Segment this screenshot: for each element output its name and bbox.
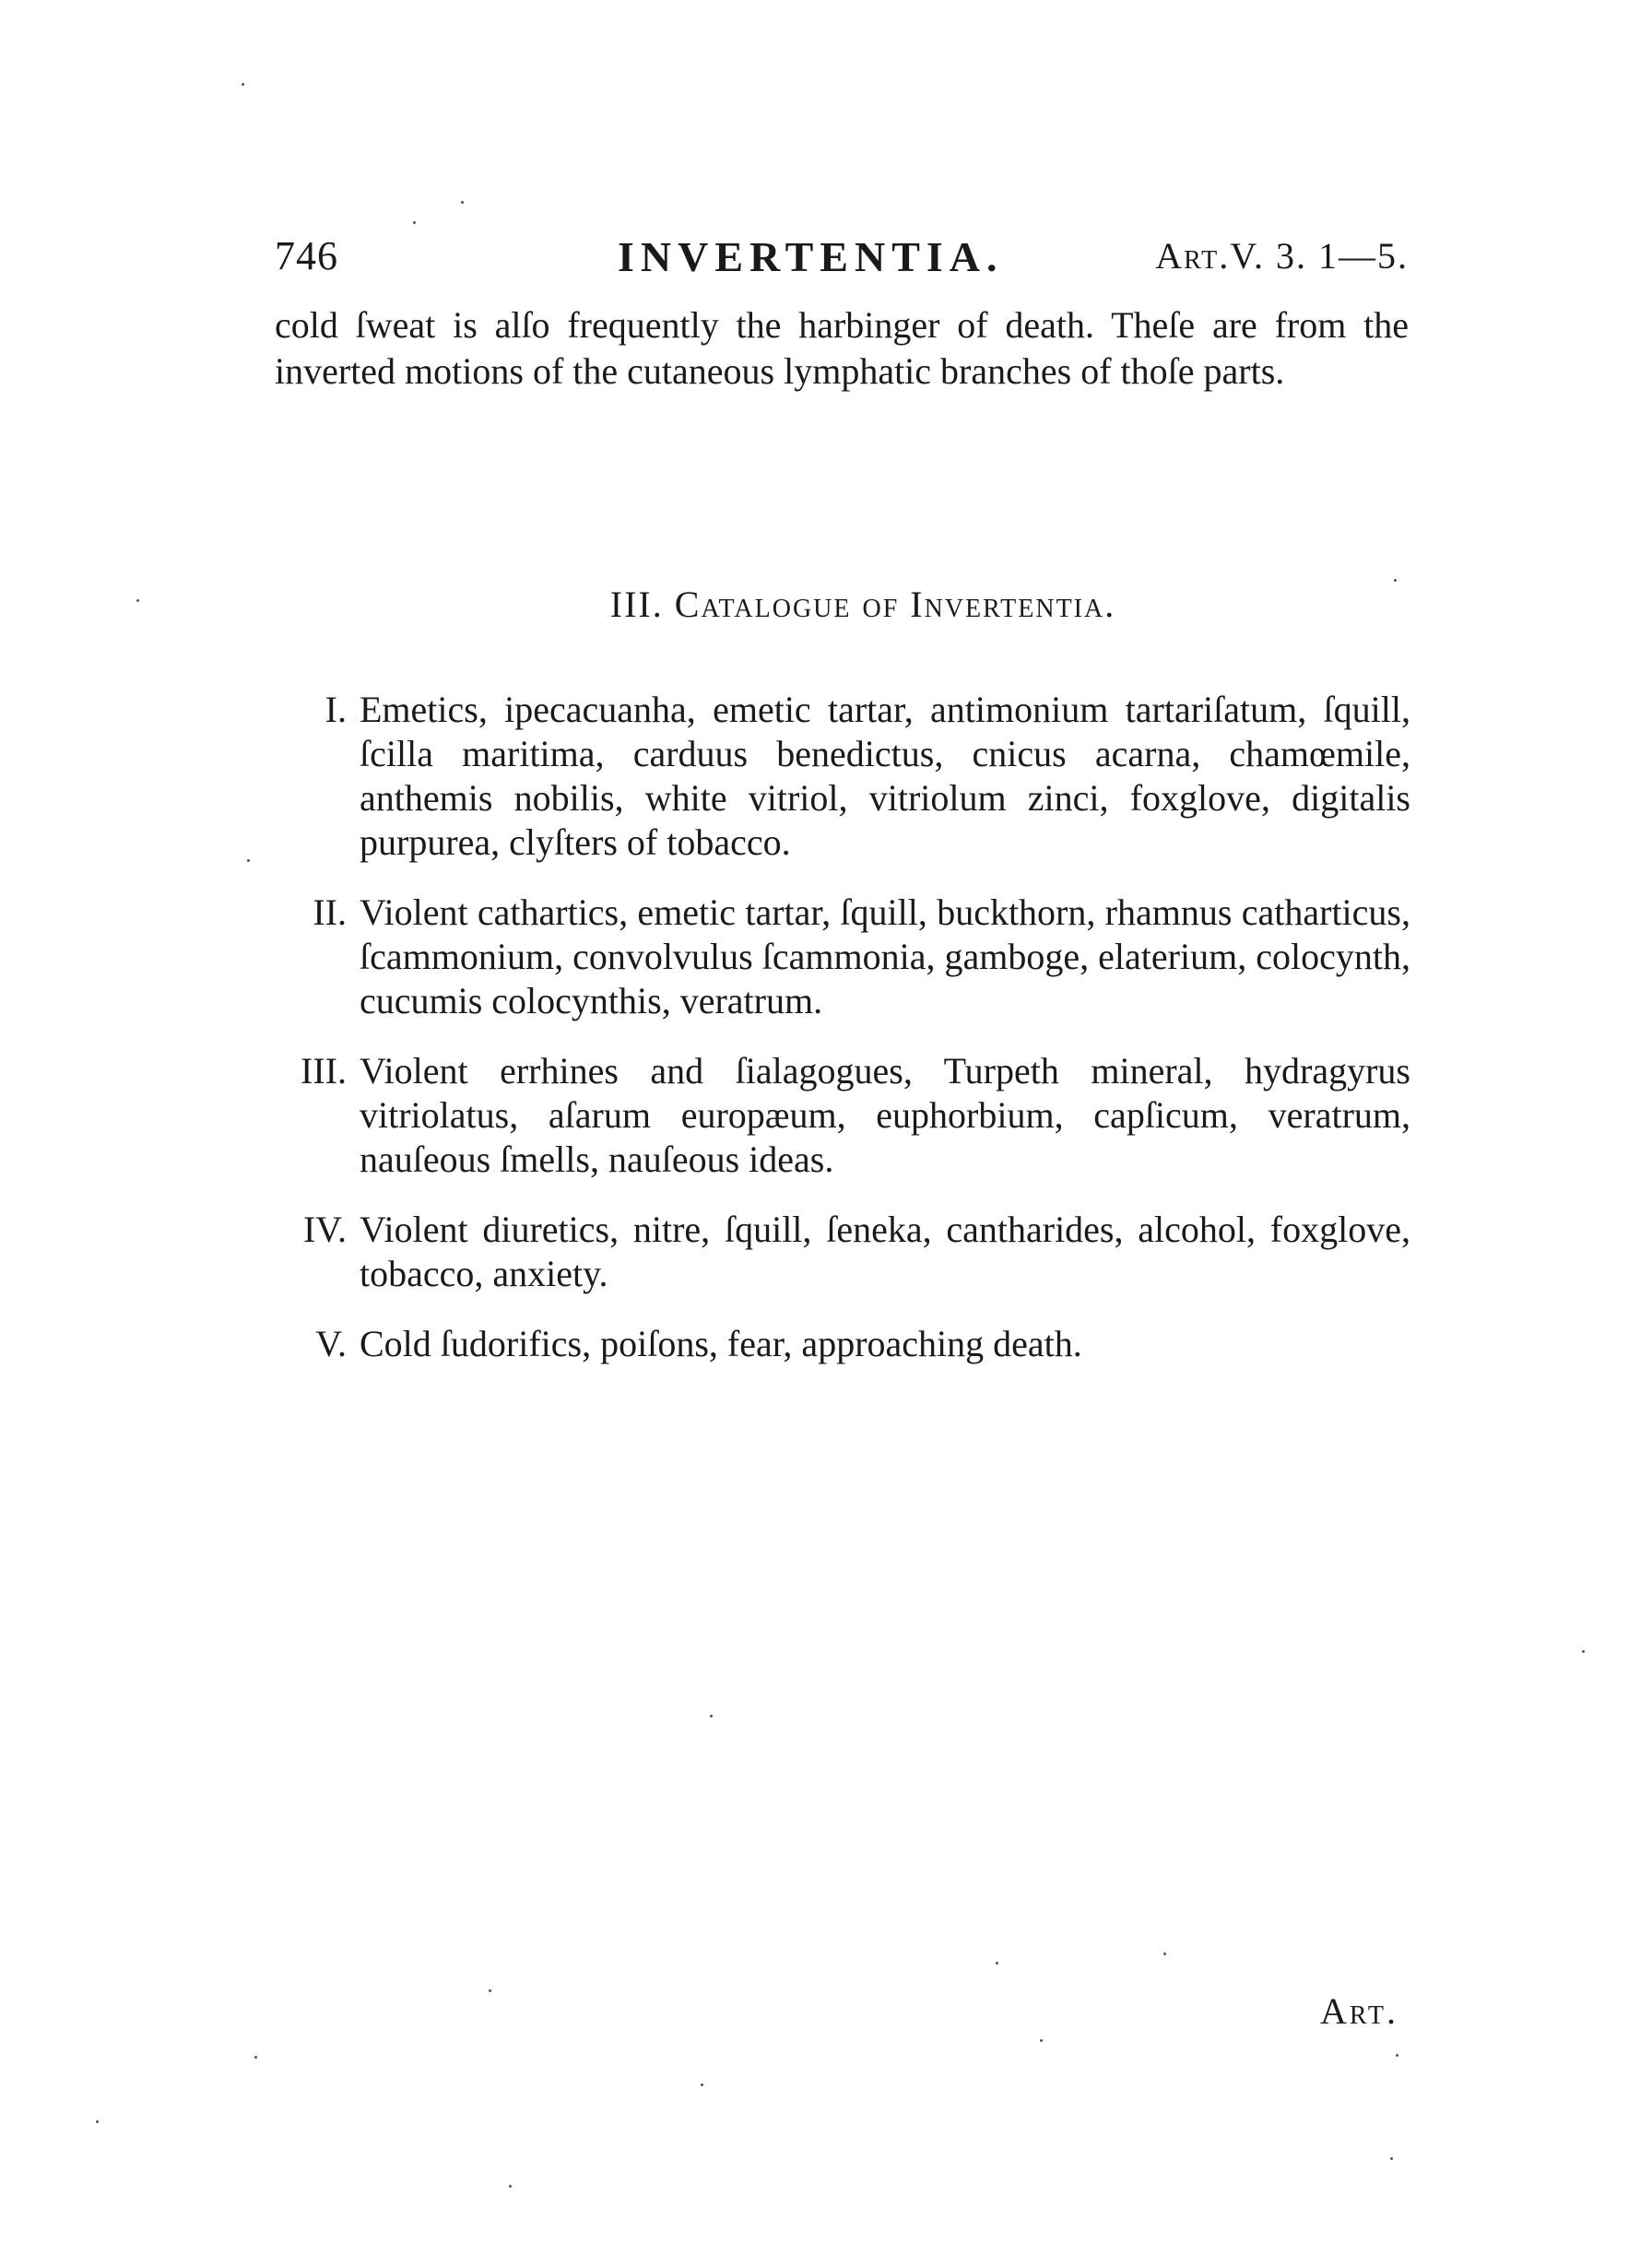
- scan-speck: [461, 201, 464, 204]
- running-title: INVERTENTIA.: [618, 233, 1004, 280]
- scan-speck: [242, 83, 244, 86]
- catalogue-item: [267, 688, 1410, 865]
- section-heading: [0, 583, 1652, 626]
- catalogue-text: Cold ſudorifics, poiſons, fear, approaching death.: [360, 1323, 1082, 1364]
- scan-speck: [247, 859, 250, 862]
- scan-speck: [254, 2056, 257, 2059]
- continuation-paragraph: cold ſweat is alſo frequently the harbinger of death. Theſe are from the inverted motions of the cutaneous lymphatic branches of thoſe parts.: [275, 304, 1409, 392]
- scan-speck: [1394, 579, 1397, 582]
- scan-speck: [413, 221, 416, 224]
- catalogue-item: [267, 1049, 1410, 1182]
- catalogue-numeral: I.: [324, 689, 347, 730]
- catalogue-item: [267, 1208, 1410, 1296]
- catch-word: Art.: [1320, 1990, 1398, 2032]
- scan-speck: [489, 1989, 491, 1992]
- scan-speck: [996, 1962, 998, 1965]
- scan-speck: [710, 1715, 713, 1717]
- scan-speck: [1040, 2039, 1043, 2042]
- catalogue-text: Violent cathartics, emetic tartar, ſquill, buckthorn, rhamnus catharticus, ſcammonium, convolvulus ſcammonia, gamboge, elaterium, colocynth, cucumis colocynthis, veratrum.: [360, 891, 1410, 1021]
- catalogue-text: Violent diuretics, nitre, ſquill, ſeneka, cantharides, alcohol, foxglove, tobacco, anxiety.: [360, 1209, 1410, 1294]
- scan-speck: [1582, 1650, 1585, 1653]
- catalogue-numeral: III.: [301, 1050, 347, 1092]
- scan-speck: [96, 2120, 99, 2123]
- catalogue-numeral: II.: [313, 891, 347, 933]
- page-number: 746: [275, 233, 338, 278]
- catalogue-item: [267, 1322, 1410, 1366]
- catalogue-numeral: V.: [315, 1323, 347, 1364]
- catalogue-text: Emetics, ipecacuanha, emetic tartar, antimonium tartariſatum, ſquill, ſcilla maritima, carduus benedictus, cnicus acarna, chamœmile, anthemis nobilis, white vitriol, vitriolum zinci, foxglove, digitalis purpurea, clyſters of tobacco.: [360, 689, 1410, 863]
- catalogue-text: Violent errhines and ſialagogues, Turpeth mineral, hydragyrus vitriolatus, aſarum europæum, euphorbium, capſicum, veratrum, nauſeous ſmells, nauſeous ideas.: [360, 1050, 1410, 1180]
- scan-speck: [1163, 1953, 1166, 1955]
- scan-speck: [1396, 2054, 1398, 2057]
- running-header: [275, 232, 1409, 288]
- catalogue-item: [267, 891, 1410, 1023]
- scan-speck: [701, 2083, 703, 2086]
- catalogue-numeral: IV.: [302, 1209, 347, 1250]
- section-reference: Art.V. 3. 1—5.: [1155, 235, 1409, 277]
- section-heading-text: III. Catalogue of Invertentia.: [609, 584, 1116, 625]
- scan-speck: [509, 2185, 512, 2188]
- catalogue-list: [267, 688, 1410, 1392]
- scan-speck: [136, 599, 139, 602]
- scan-speck: [1390, 2157, 1393, 2160]
